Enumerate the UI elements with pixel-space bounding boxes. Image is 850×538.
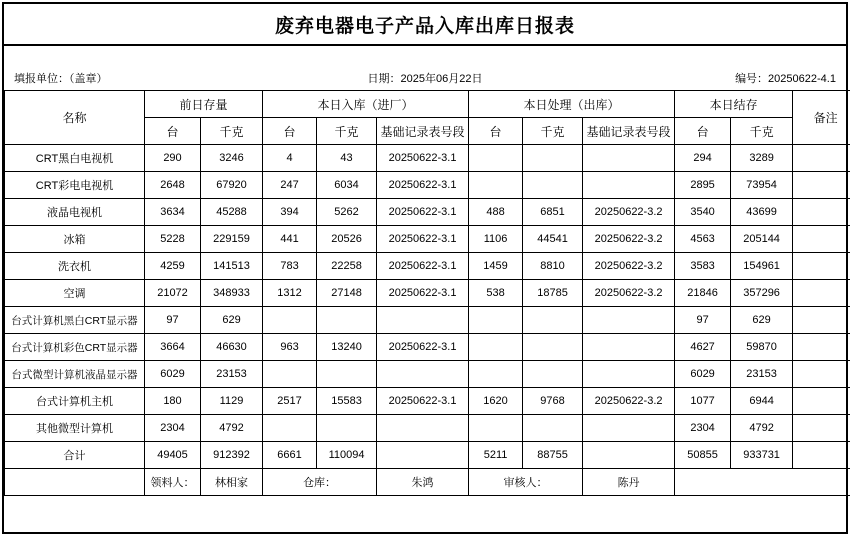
header-end-tai: 台 [675, 118, 731, 145]
cell-out-kg: 18785 [523, 280, 583, 307]
cell-out-tai: 1459 [469, 253, 523, 280]
cell-out-kg: 6851 [523, 199, 583, 226]
report-number-label: 编号：20250622-4.1 [573, 70, 836, 86]
cell-end-tai: 4563 [675, 226, 731, 253]
cell-out-record-no: 20250622-3.2 [583, 199, 675, 226]
cell-prev-stock-tai: 2304 [145, 415, 201, 442]
table-row [5, 145, 850, 172]
cell-prev-stock-tai: 3664 [145, 334, 201, 361]
warehouse-name: 朱鸿 [377, 469, 469, 496]
cell-end-kg: 3289 [731, 145, 793, 172]
cell-out-kg [523, 334, 583, 361]
warehouse-label: 仓库： [263, 469, 377, 496]
cell-in-record-no: 20250622-3.1 [377, 172, 469, 199]
cell-out-record-no [583, 145, 675, 172]
total-out-record-no [583, 442, 675, 469]
header-prev-stock: 前日存量 [145, 91, 263, 118]
total-prev-stock-tai: 49405 [145, 442, 201, 469]
row-item-name: 台式计算机黑白CRT显示器 [5, 307, 145, 334]
cell-prev-stock-kg: 4792 [201, 415, 263, 442]
row-item-name: 台式计算机彩色CRT显示器 [5, 334, 145, 361]
cell-remark [793, 334, 850, 361]
header-end-kg: 千克 [731, 118, 793, 145]
cell-remark [793, 361, 850, 388]
cell-in-kg: 15583 [317, 388, 377, 415]
cell-remark [793, 388, 850, 415]
cell-out-tai [469, 145, 523, 172]
cell-out-record-no [583, 172, 675, 199]
cell-in-tai: 963 [263, 334, 317, 361]
cell-end-kg: 73954 [731, 172, 793, 199]
cell-in-kg: 43 [317, 145, 377, 172]
page-title: 废弃电器电子产品入库出库日报表 [275, 11, 575, 38]
cell-in-tai: 441 [263, 226, 317, 253]
cell-prev-stock-tai: 5228 [145, 226, 201, 253]
cell-in-tai: 1312 [263, 280, 317, 307]
total-end-kg: 933731 [731, 442, 793, 469]
cell-prev-stock-kg: 45288 [201, 199, 263, 226]
total-in-kg: 110094 [317, 442, 377, 469]
cell-remark [793, 307, 850, 334]
cell-out-record-no [583, 307, 675, 334]
row-item-name: 冰箱 [5, 226, 145, 253]
cell-out-tai [469, 334, 523, 361]
title-spacer [4, 46, 846, 66]
cell-out-record-no: 20250622-3.2 [583, 280, 675, 307]
header-prev-kg: 千克 [201, 118, 263, 145]
cell-in-record-no: 20250622-3.1 [377, 253, 469, 280]
total-out-tai: 5211 [469, 442, 523, 469]
header-prev-tai: 台 [145, 118, 201, 145]
cell-in-kg: 27148 [317, 280, 377, 307]
table-row [5, 172, 850, 199]
cell-out-kg [523, 145, 583, 172]
cell-end-kg: 43699 [731, 199, 793, 226]
report-meta [4, 66, 846, 90]
auditor-label: 审核人： [469, 469, 583, 496]
cell-out-record-no [583, 334, 675, 361]
table-row [5, 226, 850, 253]
cell-remark [793, 199, 850, 226]
cell-prev-stock-tai: 2648 [145, 172, 201, 199]
cell-in-record-no: 20250622-3.1 [377, 334, 469, 361]
cell-remark [793, 145, 850, 172]
cell-in-record-no: 20250622-3.1 [377, 145, 469, 172]
cell-end-tai: 2895 [675, 172, 731, 199]
total-label: 合计 [5, 442, 145, 469]
cell-out-tai [469, 361, 523, 388]
cell-end-kg: 357296 [731, 280, 793, 307]
report-title-bar [4, 4, 846, 46]
header-name: 名称 [5, 91, 145, 145]
cell-prev-stock-kg: 67920 [201, 172, 263, 199]
cell-in-tai: 394 [263, 199, 317, 226]
cell-in-tai [263, 361, 317, 388]
cell-prev-stock-tai: 97 [145, 307, 201, 334]
total-prev-stock-kg: 912392 [201, 442, 263, 469]
cell-out-kg [523, 415, 583, 442]
report-table [4, 90, 850, 496]
header-in-tai: 台 [263, 118, 317, 145]
cell-prev-stock-kg: 3246 [201, 145, 263, 172]
cell-prev-stock-kg: 229159 [201, 226, 263, 253]
row-item-name: 其他微型计算机 [5, 415, 145, 442]
header-in-kg: 千克 [317, 118, 377, 145]
cell-out-tai: 488 [469, 199, 523, 226]
cell-out-tai: 1620 [469, 388, 523, 415]
table-row [5, 307, 850, 334]
cell-in-kg [317, 415, 377, 442]
cell-out-record-no [583, 415, 675, 442]
table-row [5, 388, 850, 415]
header-out-today: 本日处理（出库） [469, 91, 675, 118]
table-row [5, 199, 850, 226]
cell-end-kg: 59870 [731, 334, 793, 361]
header-remark: 备注 [793, 91, 850, 145]
header-in-record-no: 基础记录表号段 [377, 118, 469, 145]
header-out-record-no: 基础记录表号段 [583, 118, 675, 145]
cell-out-tai [469, 415, 523, 442]
cell-prev-stock-tai: 6029 [145, 361, 201, 388]
cell-out-kg [523, 172, 583, 199]
table-header-row-1 [5, 91, 850, 118]
cell-end-tai: 6029 [675, 361, 731, 388]
total-in-tai: 6661 [263, 442, 317, 469]
cell-in-tai: 783 [263, 253, 317, 280]
total-end-tai: 50855 [675, 442, 731, 469]
cell-out-tai [469, 307, 523, 334]
cell-in-tai: 2517 [263, 388, 317, 415]
cell-end-kg: 205144 [731, 226, 793, 253]
cell-end-tai: 1077 [675, 388, 731, 415]
row-item-name: CRT彩电电视机 [5, 172, 145, 199]
report-date-label: 日期：2025年06月22日 [277, 70, 573, 86]
cell-end-tai: 3540 [675, 199, 731, 226]
cell-in-tai: 247 [263, 172, 317, 199]
table-total-row [5, 442, 850, 469]
cell-in-kg [317, 307, 377, 334]
cell-out-record-no: 20250622-3.2 [583, 253, 675, 280]
cell-remark [793, 226, 850, 253]
cell-in-kg: 5262 [317, 199, 377, 226]
cell-out-record-no: 20250622-3.2 [583, 226, 675, 253]
cell-out-record-no [583, 361, 675, 388]
cell-end-kg: 4792 [731, 415, 793, 442]
cell-end-kg: 23153 [731, 361, 793, 388]
cell-out-tai: 1106 [469, 226, 523, 253]
signature-blank-cell [5, 469, 145, 496]
row-item-name: 台式微型计算机液晶显示器 [5, 361, 145, 388]
cell-end-tai: 21846 [675, 280, 731, 307]
cell-in-record-no [377, 307, 469, 334]
cell-out-kg: 44541 [523, 226, 583, 253]
cell-out-kg: 8810 [523, 253, 583, 280]
cell-in-record-no [377, 361, 469, 388]
header-out-tai: 台 [469, 118, 523, 145]
header-end-stock: 本日结存 [675, 91, 793, 118]
total-remark [793, 442, 850, 469]
row-item-name: 台式计算机主机 [5, 388, 145, 415]
cell-end-kg: 154961 [731, 253, 793, 280]
auditor-name: 陈丹 [583, 469, 675, 496]
cell-out-tai: 538 [469, 280, 523, 307]
table-body [5, 145, 850, 496]
cell-in-kg: 22258 [317, 253, 377, 280]
table-row [5, 334, 850, 361]
receiver-label: 领料人： [145, 469, 201, 496]
cell-in-tai: 4 [263, 145, 317, 172]
header-in-today: 本日入库（进厂） [263, 91, 469, 118]
cell-out-record-no: 20250622-3.2 [583, 388, 675, 415]
cell-prev-stock-tai: 4259 [145, 253, 201, 280]
cell-in-tai [263, 307, 317, 334]
row-item-name: 洗衣机 [5, 253, 145, 280]
cell-end-tai: 2304 [675, 415, 731, 442]
table-row [5, 253, 850, 280]
report-frame [2, 2, 848, 534]
row-item-name: CRT黑白电视机 [5, 145, 145, 172]
cell-remark [793, 280, 850, 307]
cell-end-tai: 97 [675, 307, 731, 334]
report-page [0, 2, 850, 538]
cell-remark [793, 172, 850, 199]
cell-prev-stock-kg: 46630 [201, 334, 263, 361]
cell-prev-stock-tai: 180 [145, 388, 201, 415]
total-out-kg: 88755 [523, 442, 583, 469]
row-item-name: 液晶电视机 [5, 199, 145, 226]
signature-row [5, 469, 850, 496]
cell-out-tai [469, 172, 523, 199]
cell-prev-stock-tai: 21072 [145, 280, 201, 307]
receiver-name: 林相家 [201, 469, 263, 496]
cell-end-tai: 3583 [675, 253, 731, 280]
cell-prev-stock-tai: 3634 [145, 199, 201, 226]
table-row [5, 415, 850, 442]
cell-in-kg: 6034 [317, 172, 377, 199]
cell-prev-stock-kg: 629 [201, 307, 263, 334]
cell-in-record-no: 20250622-3.1 [377, 280, 469, 307]
cell-in-record-no: 20250622-3.1 [377, 388, 469, 415]
cell-prev-stock-kg: 348933 [201, 280, 263, 307]
cell-in-kg: 20526 [317, 226, 377, 253]
table-row [5, 280, 850, 307]
cell-remark [793, 415, 850, 442]
cell-in-kg [317, 361, 377, 388]
cell-end-tai: 4627 [675, 334, 731, 361]
cell-in-record-no [377, 415, 469, 442]
cell-prev-stock-tai: 290 [145, 145, 201, 172]
table-row [5, 361, 850, 388]
cell-out-kg: 9768 [523, 388, 583, 415]
cell-remark [793, 253, 850, 280]
row-item-name: 空调 [5, 280, 145, 307]
header-out-kg: 千克 [523, 118, 583, 145]
total-in-record-no [377, 442, 469, 469]
cell-in-record-no: 20250622-3.1 [377, 226, 469, 253]
filing-unit-label: 填报单位：（盖章） [14, 70, 277, 86]
cell-prev-stock-kg: 141513 [201, 253, 263, 280]
cell-end-kg: 629 [731, 307, 793, 334]
cell-in-tai [263, 415, 317, 442]
cell-out-kg [523, 361, 583, 388]
cell-in-record-no: 20250622-3.1 [377, 199, 469, 226]
cell-prev-stock-kg: 1129 [201, 388, 263, 415]
cell-prev-stock-kg: 23153 [201, 361, 263, 388]
cell-end-tai: 294 [675, 145, 731, 172]
signature-pad-cell [675, 469, 850, 496]
cell-in-kg: 13240 [317, 334, 377, 361]
cell-end-kg: 6944 [731, 388, 793, 415]
cell-out-kg [523, 307, 583, 334]
